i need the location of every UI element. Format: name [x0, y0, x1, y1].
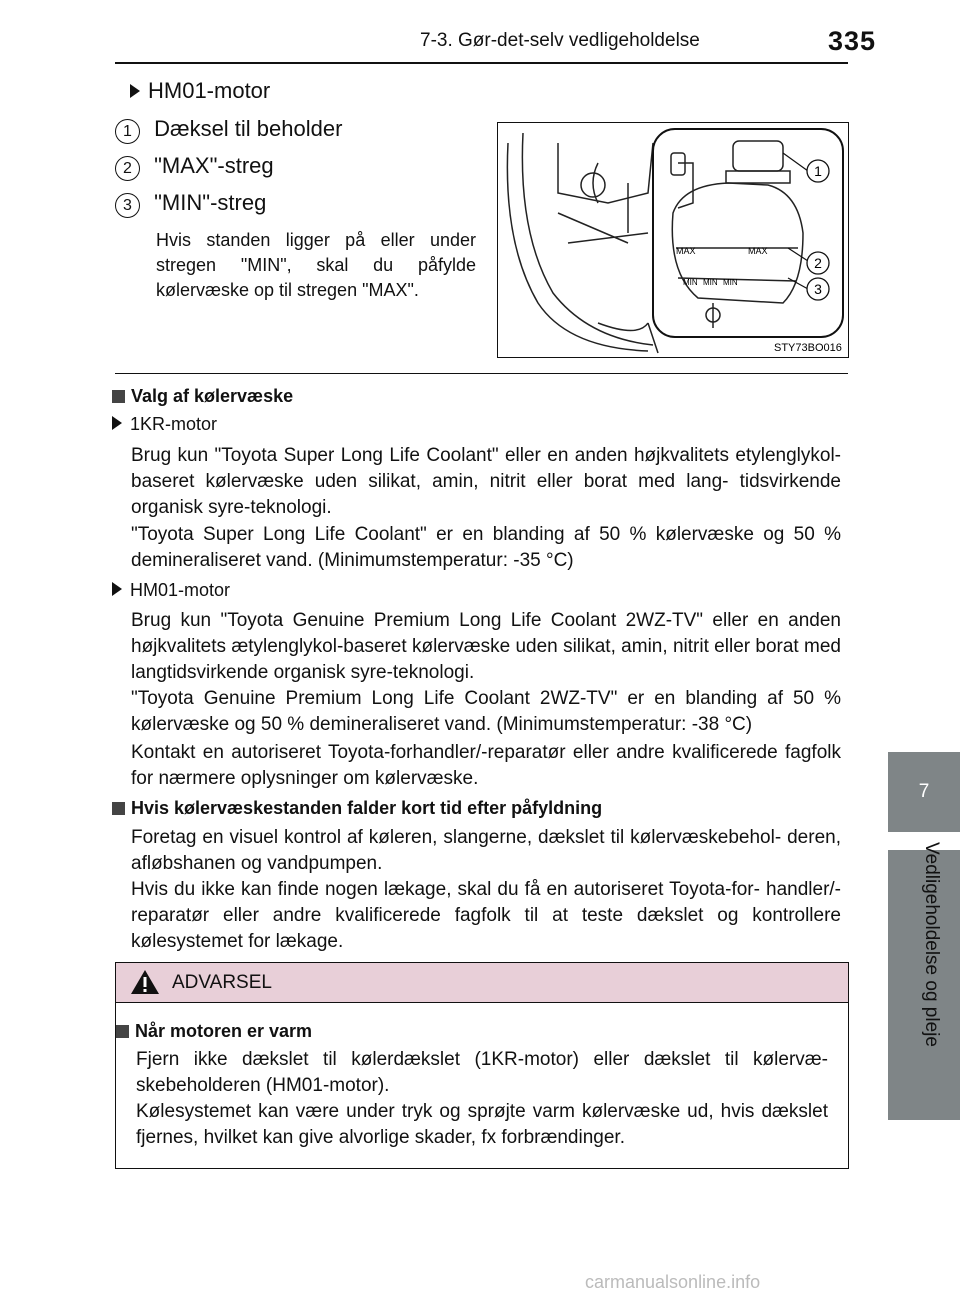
- reservoir-illustration: [498, 123, 848, 357]
- header-divider: [115, 62, 848, 64]
- figure-code: STY73BO016: [774, 342, 842, 354]
- coolant-reservoir-figure: [497, 122, 849, 358]
- paragraph: Hvis du ikke kan finde nogen lækage, skal du få en autoriseret Toyota-for- handler/-reparatør eller andre kvalificerede fagfolk til at teste dækslet og kontrollere kølesystemet for lækage.: [131, 879, 841, 952]
- min-mark-1: MIN: [683, 278, 698, 287]
- list-item-label: Dæksel til beholder: [154, 116, 343, 141]
- section-title-text: Valg af kølervæske: [131, 386, 294, 406]
- section-divider: [115, 373, 848, 374]
- min-mark-2: MIN: [703, 278, 718, 287]
- warning-header: [116, 963, 848, 1003]
- warning-triangle-icon: [130, 969, 160, 995]
- level-note: Hvis standen ligger på eller under stregen "MIN", skal du påfylde kølervæske op til stregen "MAX".: [156, 230, 476, 300]
- max-mark-right: MAX: [748, 246, 768, 256]
- callout-number: 2: [115, 156, 140, 181]
- warning-title: [116, 1021, 312, 1042]
- list-item: [115, 190, 266, 218]
- square-bullet-icon: [112, 390, 125, 403]
- min-mark-3: MIN: [723, 278, 738, 287]
- section-title-level-drop: [112, 798, 602, 819]
- figure-callout-2: 2: [814, 255, 822, 271]
- warning-paragraph: Kølesystemet kan være under tryk og sprøjte varm kølervæske ud, hvis dækslet fjernes, hvilket kan give alvorlige skader, fx forbrændinger.: [136, 1101, 828, 1148]
- engine-label: HM01-motor: [148, 78, 271, 103]
- list-item-label: "MIN"-streg: [154, 190, 267, 215]
- chapter-label: Vedligeholdelse og pleje: [921, 842, 942, 1047]
- paragraph: Brug kun "Toyota Genuine Premium Long Life Coolant 2WZ-TV" eller en anden højkvalitets ætylenglykol-baseret kølervæske uden silikat, amin, nitrit eller borat med langtidsvirkende organisk syre-teknologi.: [131, 610, 841, 683]
- square-bullet-icon: [116, 1025, 129, 1038]
- max-mark-left: MAX: [676, 246, 696, 256]
- callout-number: 3: [115, 193, 140, 218]
- warning-title-text: Når motoren er varm: [135, 1021, 313, 1041]
- triangle-bullet-icon: [112, 582, 122, 596]
- engine-heading-1kr: [112, 414, 217, 435]
- section-title-coolant-choice: [112, 386, 293, 407]
- engine-label: HM01-motor: [130, 580, 231, 600]
- list-item: [115, 116, 342, 144]
- chapter-tab[interactable]: 7: [888, 752, 960, 832]
- figure-callout-3: 3: [814, 281, 822, 297]
- figure-callout-1: 1: [814, 163, 822, 179]
- engine-heading-hm01: [130, 78, 270, 104]
- warning-box: [115, 962, 849, 1169]
- callout-number: 1: [115, 119, 140, 144]
- paragraph: Foretag en visuel kontrol af køleren, slangerne, dækslet til kølervæskebehol- deren, afløbshanen og vandpumpen.: [131, 827, 841, 874]
- paragraph: Brug kun "Toyota Super Long Life Coolant" eller en anden højkvalitets etylenglykol-baseret kølervæske uden silikat, amin, nitrit eller borat med lang- tidsvirkende organisk syre-teknologi.: [131, 445, 841, 518]
- engine-heading-hm01: [112, 580, 230, 601]
- section-header: 7-3. Gør-det-selv vedligeholdelse: [420, 30, 700, 51]
- paragraph: Kontakt en autoriseret Toyota-forhandler/-reparatør eller andre kvalificerede fagfolk for nærmere oplysninger om kølervæske.: [131, 742, 841, 789]
- triangle-bullet-icon: [130, 84, 140, 98]
- paragraph: "Toyota Genuine Premium Long Life Coolant 2WZ-TV" er en blanding af 50 % kølervæske og 50 % demineraliseret vand. (Minimumstemperatur: -38 °C): [131, 688, 841, 735]
- list-item-label: "MAX"-streg: [154, 153, 274, 178]
- warning-heading: ADVARSEL: [172, 972, 272, 993]
- engine-label: 1KR-motor: [130, 414, 218, 434]
- square-bullet-icon: [112, 802, 125, 815]
- warning-paragraph: Fjern ikke dækslet til kølerdækslet (1KR-motor) eller dækslet til kølervæ- skebeholderen (HM01-motor).: [136, 1049, 828, 1096]
- section-title-text: Hvis kølervæskestanden falder kort tid efter påfyldning: [131, 798, 603, 818]
- watermark: carmanualsonline.info: [585, 1272, 761, 1292]
- paragraph: "Toyota Super Long Life Coolant" er en blanding af 50 % kølervæske og 50 % demineraliseret vand. (Minimumstemperatur: -35 °C): [131, 524, 841, 571]
- page-number: 335: [828, 26, 877, 56]
- triangle-bullet-icon: [112, 416, 122, 430]
- list-item: [115, 153, 274, 181]
